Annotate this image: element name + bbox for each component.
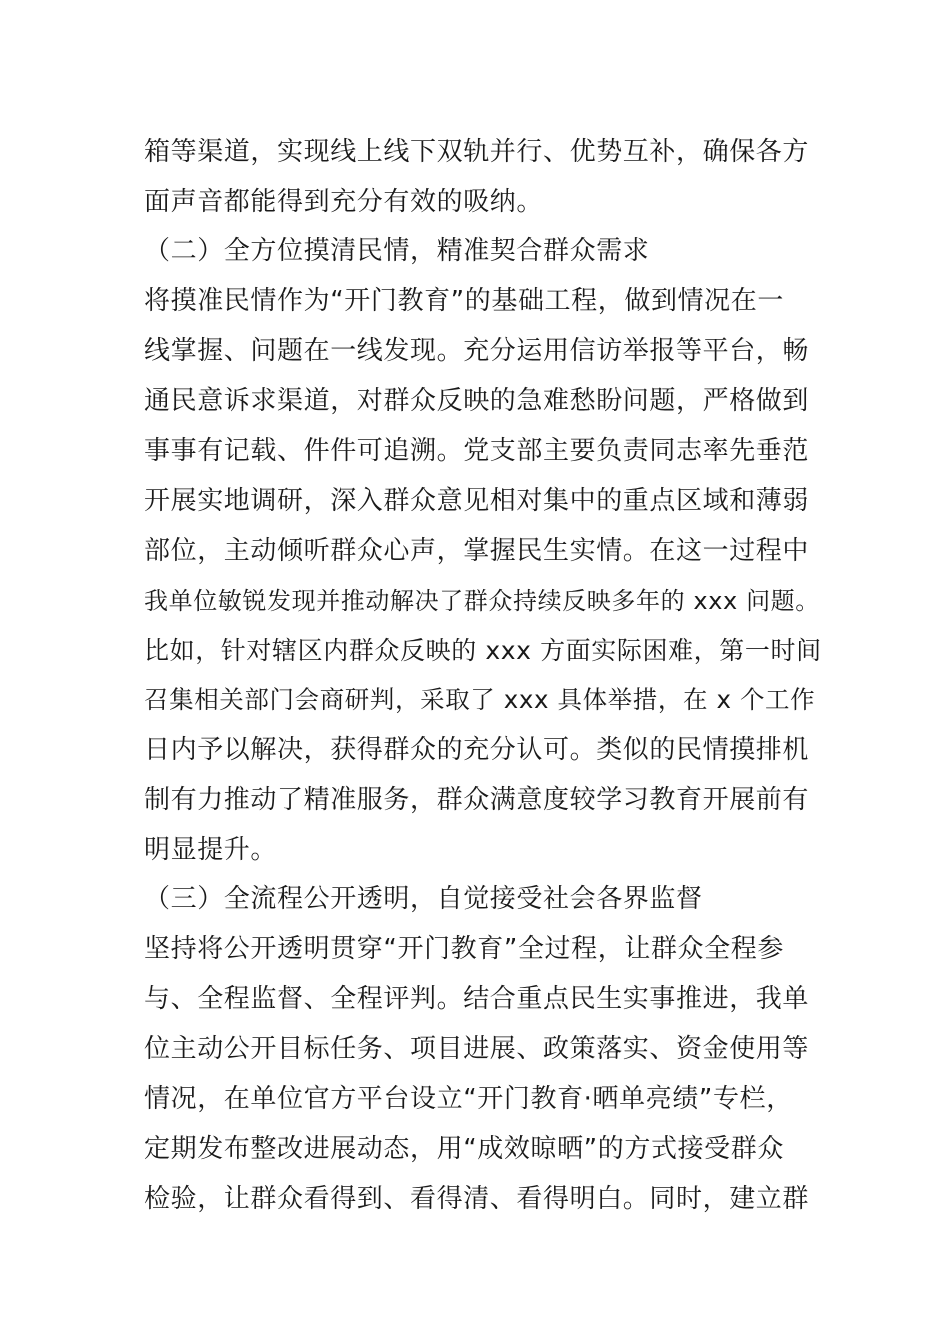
text-line: 比如，针对辖区内群众反映的 xxx 方面实际困难，第一时间 bbox=[144, 636, 822, 665]
text-line: 箱等渠道，实现线上线下双轨并行、优势互补，确保各方 bbox=[144, 137, 810, 167]
text-line: 事事有记载、件件可追溯。党支部主要负责同志率先垂范 bbox=[144, 436, 810, 466]
text-line: 线掌握、问题在一线发现。充分运用信访举报等平台，畅 bbox=[144, 336, 810, 366]
text-line: 制有力推动了精准服务，群众满意度较学习教育开展前有 bbox=[144, 785, 810, 815]
text-line: 召集相关部门会商研判，采取了 xxx 具体举措，在 x 个工作 bbox=[144, 685, 816, 714]
text-line: 与、全程监督、全程评判。结合重点民生实事推进，我单 bbox=[144, 984, 810, 1014]
text-line: 我单位敏锐发现并推动解决了群众持续反映多年的 xxx 问题。 bbox=[144, 587, 820, 615]
section-heading: （二）全方位摸清民情，精准契合群众需求 bbox=[144, 236, 650, 266]
text-line: 面声音都能得到充分有效的吸纳。 bbox=[144, 187, 544, 217]
text-line: 坚持将公开透明贯穿“开门教育”全过程，让群众全程参 bbox=[144, 934, 784, 964]
text-line: 部位，主动倾听群众心声，掌握民生实情。在这一过程中 bbox=[144, 536, 810, 566]
text-line: 日内予以解决，获得群众的充分认可。类似的民情摸排机 bbox=[144, 735, 810, 765]
text-line: 将摸准民情作为“开门教育”的基础工程，做到情况在一 bbox=[144, 286, 784, 316]
section-heading: （三）全流程公开透明，自觉接受社会各界监督 bbox=[144, 884, 703, 914]
text-line: 定期发布整改进展动态，用“成效晾晒”的方式接受群众 bbox=[144, 1134, 784, 1164]
text-line: 通民意诉求渠道，对群众反映的急难愁盼问题，严格做到 bbox=[144, 386, 810, 416]
text-line: 明显提升。 bbox=[144, 835, 278, 865]
text-line: 检验，让群众看得到、看得清、看得明白。同时，建立群 bbox=[144, 1184, 810, 1214]
text-line: 位主动公开目标任务、项目进展、政策落实、资金使用等 bbox=[144, 1034, 810, 1064]
text-line: 情况，在单位官方平台设立“开门教育·晒单亮绩”专栏， bbox=[144, 1084, 793, 1114]
text-line: 开展实地调研，深入群众意见相对集中的重点区域和薄弱 bbox=[144, 486, 810, 516]
